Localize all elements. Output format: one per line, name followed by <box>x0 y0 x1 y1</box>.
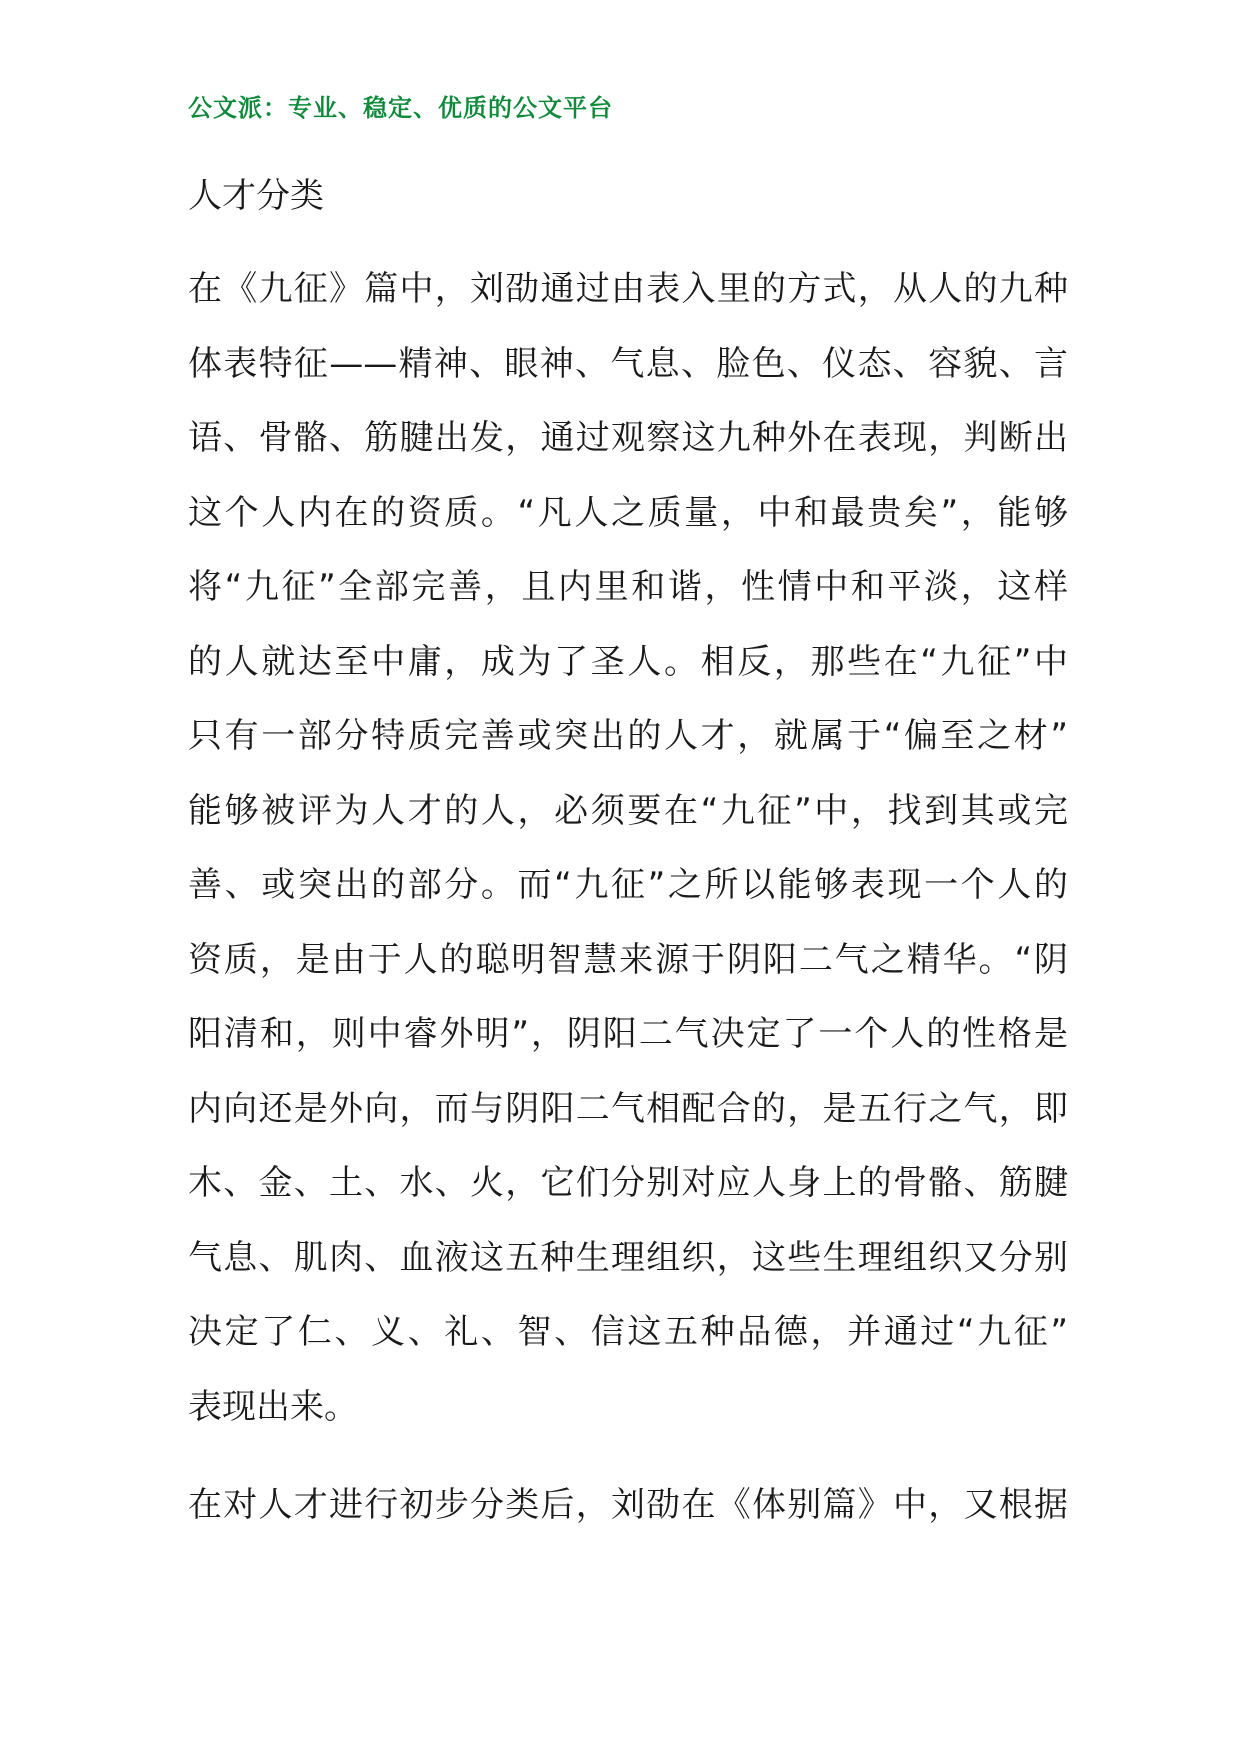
paragraph-line: 资质，是由于人的聪明智慧来源于阴阳二气之精华。“阴 <box>188 939 1068 980</box>
paragraph-line: 的人就达至中庸，成为了圣人。相反，那些在“九征”中 <box>188 641 1068 682</box>
paragraph-line: 气息、肌肉、血液这五种生理组织，这些生理组织又分别 <box>188 1237 1068 1278</box>
body-paragraph <box>188 1468 1068 1543</box>
paragraph-line: 木、金、土、水、火，它们分别对应人身上的骨骼、筋腱 <box>188 1163 1068 1203</box>
paragraph-line: 内向还是外向，而与阴阳二气相配合的，是五行之气，即 <box>188 1088 1068 1129</box>
section-title: 人才分类 <box>188 176 324 216</box>
paragraph-line: 阳清和，则中睿外明”，阴阳二气决定了一个人的性格是 <box>188 1014 1068 1054</box>
paragraph-line: 只有一部分特质完善或突出的人才，就属于“偏至之材” <box>188 716 1068 756</box>
paragraph-line: 在《九征》篇中，刘劭通过由表入里的方式，从人的九种 <box>188 269 1068 309</box>
paragraph-line: 体表特征——精神、眼神、气息、脸色、仪态、容貌、言 <box>188 343 1068 384</box>
paragraph-line: 这个人内在的资质。“凡人之质量，中和最贵矣”，能够 <box>188 492 1068 533</box>
body-paragraph <box>188 252 1068 1444</box>
paragraph-line: 表现出来。 <box>188 1386 358 1427</box>
paragraph-line: 在对人才进行初步分类后，刘劭在《体别篇》中，又根据 <box>188 1485 1068 1525</box>
paragraph-line: 语、骨骼、筋腱出发，通过观察这九种外在表现，判断出 <box>188 418 1068 458</box>
paragraph-line: 将“九征”全部完善，且内里和谐，性情中和平淡，这样 <box>188 567 1068 607</box>
paragraph-line: 善、或突出的部分。而“九征”之所以能够表现一个人的 <box>188 865 1068 905</box>
paragraph-line: 决定了仁、义、礼、智、信这五种品德，并通过“九征” <box>188 1312 1068 1352</box>
paragraph-line: 能够被评为人才的人，必须要在“九征”中，找到其或完 <box>188 790 1068 831</box>
site-header: 公文派：专业、稳定、优质的公文平台 <box>188 93 613 122</box>
